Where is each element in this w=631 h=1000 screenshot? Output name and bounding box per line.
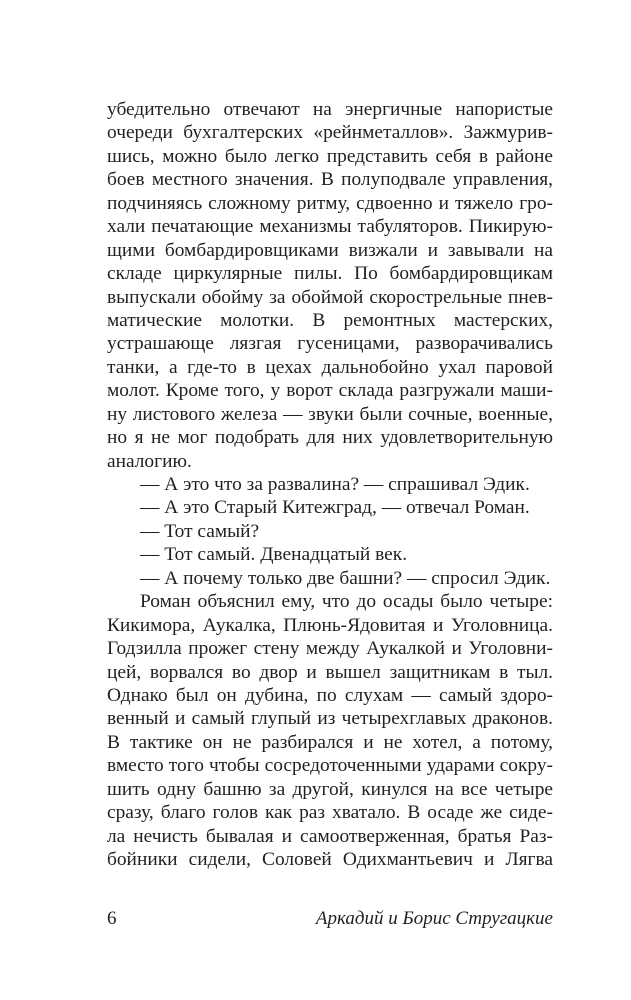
- text-line: Однако был он дубина, по слухам — самый здоро-: [107, 684, 553, 706]
- text-line: шить одну башню за другой, кинулся на все четыре: [107, 778, 553, 800]
- text-line: аналогию.: [107, 450, 192, 472]
- text-line: устрашающе лязгая гусеницами, разворачивались: [107, 333, 553, 355]
- text-line: ла нечисть бывалая и самоотверженная, братья Раз-: [107, 825, 553, 847]
- text-line: складе циркулярные пилы. По бомбардировщикам: [107, 263, 553, 285]
- page-footer: [107, 908, 553, 930]
- text-line: ну листового железа — звуки были сочные, военные,: [107, 403, 553, 425]
- text-line: убедительно отвечают на энергичные напористые: [107, 99, 553, 120]
- text-line: сразу, благо голов как раз хватало. В осаде же сиде-: [107, 802, 553, 824]
- text-line: В тактике он не разбирался и не хотел, а потому,: [107, 731, 553, 753]
- text-line: молот. Кроме того, у ворот склада разгружали маши-: [107, 380, 553, 402]
- text-line: Кикимора, Аукалка, Плюнь-Ядовитая и Уголовница.: [107, 614, 553, 636]
- text-line: матические молотки. В ремонтных мастерских,: [107, 309, 553, 331]
- text-line: — А почему только две башни? — спросил Эдик.: [140, 567, 551, 589]
- text-line: но я не мог подобрать для них удовлетворительную: [107, 427, 553, 449]
- text-line: вместо того чтобы сосредоточенными ударами сокру-: [107, 755, 553, 777]
- running-footer-author: Аркадий и Борис Стругацкие: [315, 908, 553, 929]
- text-line: — Тот самый?: [140, 520, 260, 542]
- text-line: Роман объяснил ему, что до осады было четыре:: [140, 591, 553, 613]
- text-line: бойники сидели, Соловей Одихмантьевич и Лягва: [107, 849, 553, 870]
- text-line: танки, а где-то в цехах дальнобойно ухал паровой: [107, 356, 553, 378]
- text-line: выпускали обойму за обоймой скорострельные пнев-: [107, 286, 553, 308]
- body-text: [107, 98, 553, 871]
- text-line: очереди бухгалтерских «рейнметаллов». Зажмурив-: [107, 122, 553, 144]
- text-line: венный и самый глупый из четырехглавых драконов.: [107, 708, 553, 730]
- text-line: боев местного значения. В полуподвале управления,: [107, 169, 553, 191]
- text-line: — А это Старый Китежград, — отвечал Роман.: [140, 497, 530, 519]
- text-line: — Тот самый. Двенадцатый век.: [140, 544, 408, 566]
- text-line: щими бомбардировщиками визжали и завывали на: [107, 239, 553, 261]
- text-line: Годзилла прожег стену между Аукалкой и Уголовни-: [107, 638, 553, 660]
- text-line: цей, ворвался во двор и вышел защитникам в тыл.: [107, 661, 553, 683]
- text-line: — А это что за развалина? — спрашивал Эдик.: [140, 474, 530, 495]
- text-line: шись, можно было легко представить себя в районе: [107, 145, 553, 167]
- page-number: 6: [107, 908, 117, 929]
- text-line: подчиняясь сложному ритму, сдвоенно и тяжело гро-: [107, 192, 553, 214]
- text-line: хали печатающие механизмы табуляторов. Пикирую-: [107, 216, 553, 238]
